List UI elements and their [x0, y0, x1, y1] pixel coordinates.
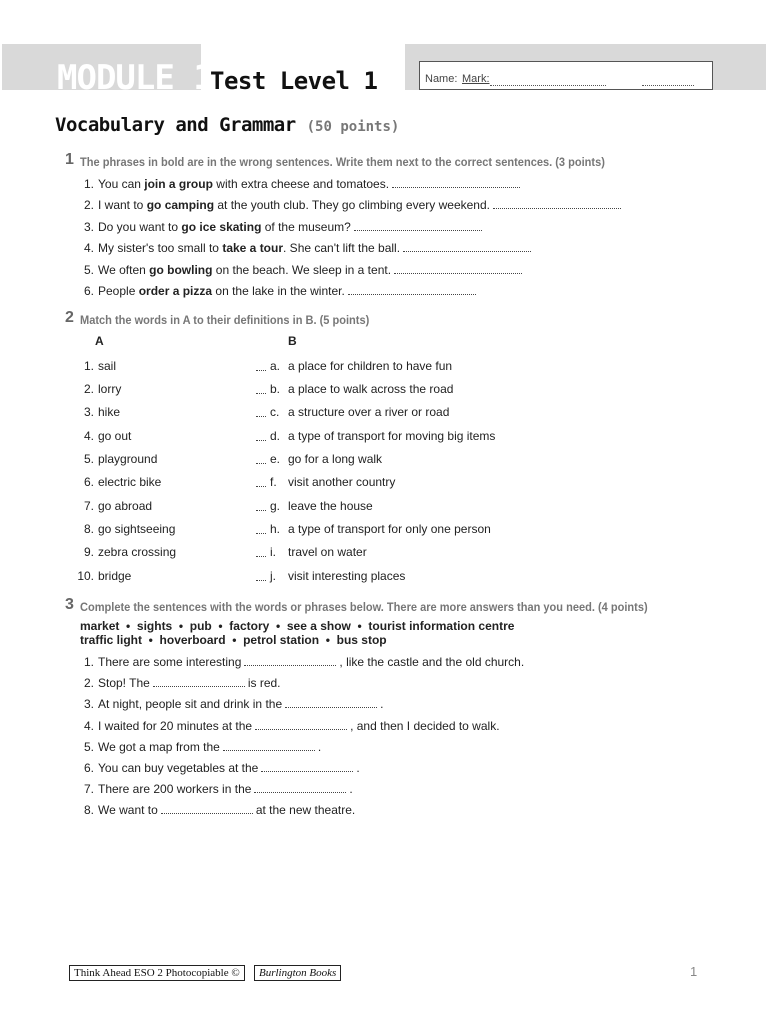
item-number: 4. [83, 719, 94, 733]
bold-phrase: go bowling [149, 263, 213, 277]
definition-text: a place for children to have fun [288, 359, 453, 373]
definition-text: go for a long walk [288, 452, 383, 466]
match-word [76, 545, 176, 559]
answer-blank[interactable] [354, 229, 482, 231]
definition-text: visit interesting places [288, 569, 406, 583]
match-blank[interactable] [256, 369, 266, 371]
item-number: 1. [83, 359, 94, 373]
definition-letter: f. [270, 475, 277, 489]
sentence-text: on the lake in the winter. [212, 284, 345, 298]
sentence-text: I want to [98, 198, 147, 212]
item-number: 3. [83, 405, 94, 419]
sentence-text: on the beach. We sleep in a tent. [212, 263, 392, 277]
bold-phrase: go ice skating [181, 220, 262, 234]
sentence-item [76, 655, 524, 669]
answer-blank[interactable] [244, 664, 336, 666]
sentence-text: , and then I decided to walk. [350, 719, 500, 733]
section-title: Vocabulary and Grammar (50 points) [55, 114, 400, 136]
definition-letter: a. [270, 359, 281, 373]
sentence-item [76, 177, 520, 191]
sentence-text: We got a map from the [98, 740, 220, 754]
definition-letter: h. [270, 522, 281, 536]
definition-letter: c. [270, 405, 280, 419]
answer-blank[interactable] [403, 250, 531, 252]
match-blank[interactable] [256, 392, 266, 394]
sentence-item [76, 676, 281, 690]
answer-blank[interactable] [261, 770, 353, 772]
sentence-text: My sister's too small to [98, 241, 223, 255]
sentence-text: , like the castle and the old church. [339, 655, 525, 669]
sentence-text: . [356, 761, 360, 775]
column-b-header: B [288, 334, 297, 348]
answer-blank[interactable] [223, 749, 315, 751]
item-number: 9. [83, 545, 94, 559]
item-number: 7. [83, 499, 94, 513]
sentence-text: We want to [98, 803, 158, 817]
word-bank-line-1: market • sights • pub • factory • see a show • tourist information centre [80, 619, 515, 633]
sentence-item [76, 263, 522, 277]
page-number: 1 [690, 964, 698, 979]
bold-phrase: join a group [144, 177, 213, 191]
sentence-text: . [349, 782, 353, 796]
answer-blank[interactable] [348, 293, 476, 295]
sentence-text: You can buy vegetables at the [98, 761, 259, 775]
item-number: 2. [83, 198, 94, 212]
exercise-number: 1 [65, 151, 74, 168]
answer-blank[interactable] [493, 207, 621, 209]
sentence-text: People [98, 284, 139, 298]
word-bank-line-2: traffic light • hoverboard • petrol station • bus stop [80, 633, 387, 647]
word-a: zebra crossing [98, 545, 177, 559]
word-a: lorry [98, 382, 122, 396]
answer-blank[interactable] [392, 186, 520, 188]
match-blank[interactable] [256, 462, 266, 464]
definition-letter: g. [270, 499, 281, 513]
bold-phrase: order a pizza [138, 284, 213, 298]
section-points: (50 points) [306, 119, 400, 135]
item-number: 6. [83, 284, 94, 298]
exercise-number: 3 [65, 596, 74, 613]
answer-blank[interactable] [255, 728, 347, 730]
item-number: 5. [83, 452, 94, 466]
sentence-text: We often [98, 263, 150, 277]
module-title: MODULE 1 [57, 58, 213, 98]
sentence-item [76, 740, 321, 754]
match-blank[interactable] [256, 509, 266, 511]
definition-text: leave the house [288, 499, 373, 513]
sentence-text: at the new theatre. [255, 803, 356, 817]
sentence-item [76, 782, 353, 796]
match-word [76, 452, 157, 466]
match-word [76, 359, 116, 373]
definition-letter: d. [270, 429, 281, 443]
sentence-item [76, 284, 476, 298]
sentence-text: at the youth club. They go climbing every weekend. [214, 198, 490, 212]
match-word [76, 429, 131, 443]
bold-phrase: take a tour [222, 241, 284, 255]
footer-copyright: Think Ahead ESO 2 Photocopiable © [69, 965, 245, 981]
match-blank[interactable] [256, 532, 266, 534]
definition-letter: b. [270, 382, 281, 396]
item-number: 4. [83, 241, 94, 255]
sentence-text: There are 200 workers in the [98, 782, 252, 796]
mark-field-line[interactable] [642, 84, 694, 86]
item-number: 3. [83, 697, 94, 711]
sentence-text: . [317, 740, 322, 754]
answer-blank[interactable] [254, 791, 346, 793]
definition-text: travel on water [288, 545, 367, 559]
item-number: 5. [83, 263, 94, 277]
word-a: go abroad [98, 499, 153, 513]
exercise-2-instruction: Match the words in A to their definitions in B. (5 points) [80, 313, 370, 327]
answer-blank[interactable] [394, 272, 522, 274]
sentence-text: You can [98, 177, 145, 191]
match-blank[interactable] [256, 579, 266, 581]
definition-text: a place to walk across the road [288, 382, 454, 396]
column-a-header: A [95, 334, 104, 348]
item-number: 2. [83, 382, 94, 396]
exercise-1-header [65, 151, 74, 169]
word-a: go out [98, 429, 132, 443]
name-label: Name: [425, 73, 458, 85]
item-number: 8. [83, 803, 94, 817]
match-blank[interactable] [256, 415, 266, 417]
item-number: 6. [83, 761, 94, 775]
exercise-number: 2 [65, 309, 74, 326]
word-a: bridge [98, 569, 132, 583]
sentence-text: . [380, 697, 384, 711]
sentence-text: . She can't lift the ball. [283, 241, 401, 255]
sentence-text: I waited for 20 minutes at the [98, 719, 253, 733]
answer-blank[interactable] [285, 706, 377, 708]
item-number: 4. [83, 429, 94, 443]
match-blank[interactable] [256, 439, 266, 441]
mark-label: Mark: [462, 73, 490, 85]
match-blank[interactable] [256, 555, 266, 557]
match-word [76, 475, 161, 489]
exercise-3-header [65, 596, 74, 614]
sentence-item [76, 198, 621, 212]
sentence-item [76, 803, 355, 817]
word-a: go sightseeing [98, 522, 176, 536]
word-a: playground [98, 452, 158, 466]
sentence-text: is red. [247, 676, 281, 690]
match-word [76, 405, 120, 419]
definition-text: visit another country [288, 475, 396, 489]
match-word [76, 499, 152, 513]
definition-text: a structure over a river or road [288, 405, 450, 419]
item-number: 8. [83, 522, 94, 536]
sentence-text: There are some interesting [98, 655, 242, 669]
answer-blank[interactable] [161, 812, 253, 814]
item-number: 2. [83, 676, 94, 690]
word-a: electric bike [98, 475, 162, 489]
match-word [76, 382, 121, 396]
exercise-3-instruction: Complete the sentences with the words or phrases below. There are more answers than you need. (4 points) [80, 600, 648, 614]
item-number: 3. [83, 220, 94, 234]
sentence-text: with extra cheese and tomatoes. [212, 177, 390, 191]
name-field-line[interactable] [490, 84, 606, 86]
item-number: 1. [83, 655, 94, 669]
exercise-2-header [65, 309, 74, 327]
definition-letter: e. [270, 452, 281, 466]
test-level-title: Test Level 1 [210, 67, 378, 95]
match-word [70, 569, 131, 583]
definition-text: a type of transport for only one person [288, 522, 491, 536]
sentence-text: of the museum? [261, 220, 351, 234]
sentence-text: At night, people sit and drink in the [98, 697, 283, 711]
match-blank[interactable] [256, 485, 266, 487]
bold-phrase: go camping [146, 198, 215, 212]
definition-letter: i. [270, 545, 276, 559]
item-number: 5. [83, 740, 94, 754]
sentence-item [76, 241, 531, 255]
answer-blank[interactable] [153, 685, 245, 687]
sentence-text: Stop! The [98, 676, 150, 690]
definition-text: a type of transport for moving big items [288, 429, 496, 443]
definition-letter: j. [270, 569, 276, 583]
sentence-item [76, 697, 383, 711]
word-a: sail [98, 359, 117, 373]
sentence-item [76, 220, 482, 234]
match-word [76, 522, 175, 536]
sentence-item [76, 761, 360, 775]
sentence-item [76, 719, 500, 733]
item-number: 7. [83, 782, 94, 796]
item-number: 10. [77, 569, 94, 583]
item-number: 6. [83, 475, 94, 489]
word-a: hike [98, 405, 121, 419]
item-number: 1. [83, 177, 94, 191]
footer-brand: Burlington Books [254, 965, 341, 981]
sentence-text: Do you want to [98, 220, 182, 234]
exercise-1-instruction: The phrases in bold are in the wrong sentences. Write them next to the correct sentences. (3 points) [80, 155, 605, 169]
